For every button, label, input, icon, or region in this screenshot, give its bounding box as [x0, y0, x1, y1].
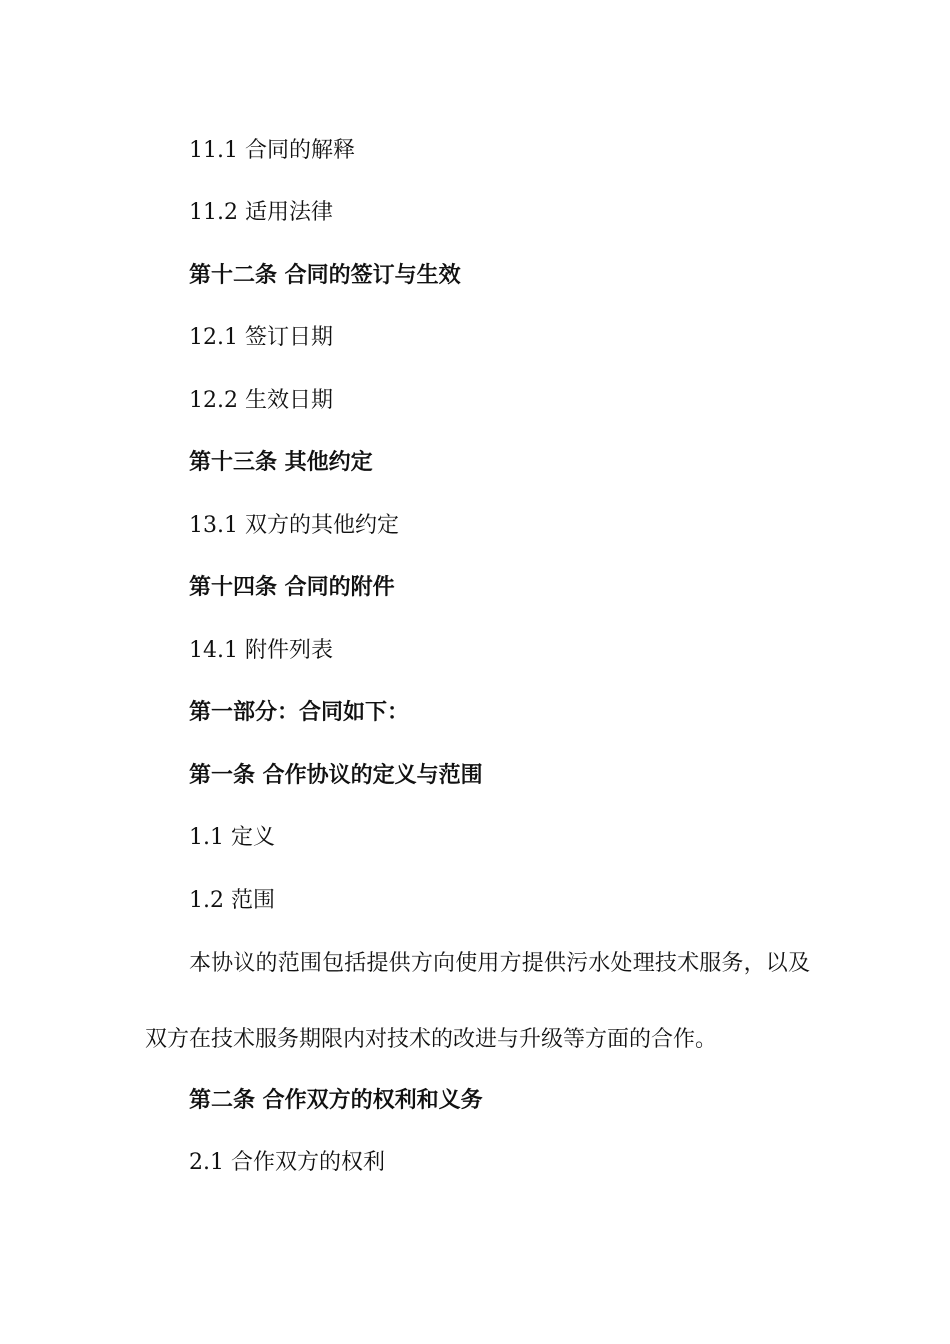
clause-11-2: 11.2 适用法律	[189, 200, 333, 225]
clause-14-1: 14.1 附件列表	[189, 638, 333, 663]
scope-paragraph: 本协议的范围包括提供方向使用方提供污水处理技术服务，以及双方在技术服务期限内对技术的改进与升级等方面的合作。	[145, 951, 810, 1052]
article-13-heading: 第十三条 其他约定	[189, 450, 373, 475]
clause-1-1: 1.1 定义	[189, 825, 275, 850]
article-1-heading: 第一条 合作协议的定义与范围	[189, 763, 483, 788]
article-14-heading: 第十四条 合同的附件	[189, 575, 395, 600]
part-1-heading: 第一部分：合同如下：	[189, 700, 410, 725]
clause-1-2: 1.2 范围	[189, 888, 275, 913]
clause-2-1: 2.1 合作双方的权利	[189, 1150, 385, 1175]
clause-12-2: 12.2 生效日期	[189, 388, 333, 413]
clause-12-1: 12.1 签订日期	[189, 325, 333, 350]
clause-13-1: 13.1 双方的其他约定	[189, 513, 399, 538]
article-12-heading: 第十二条 合同的签订与生效	[189, 263, 461, 288]
clause-11-1: 11.1 合同的解释	[189, 138, 355, 163]
article-2-heading: 第二条 合作双方的权利和义务	[189, 1088, 483, 1113]
